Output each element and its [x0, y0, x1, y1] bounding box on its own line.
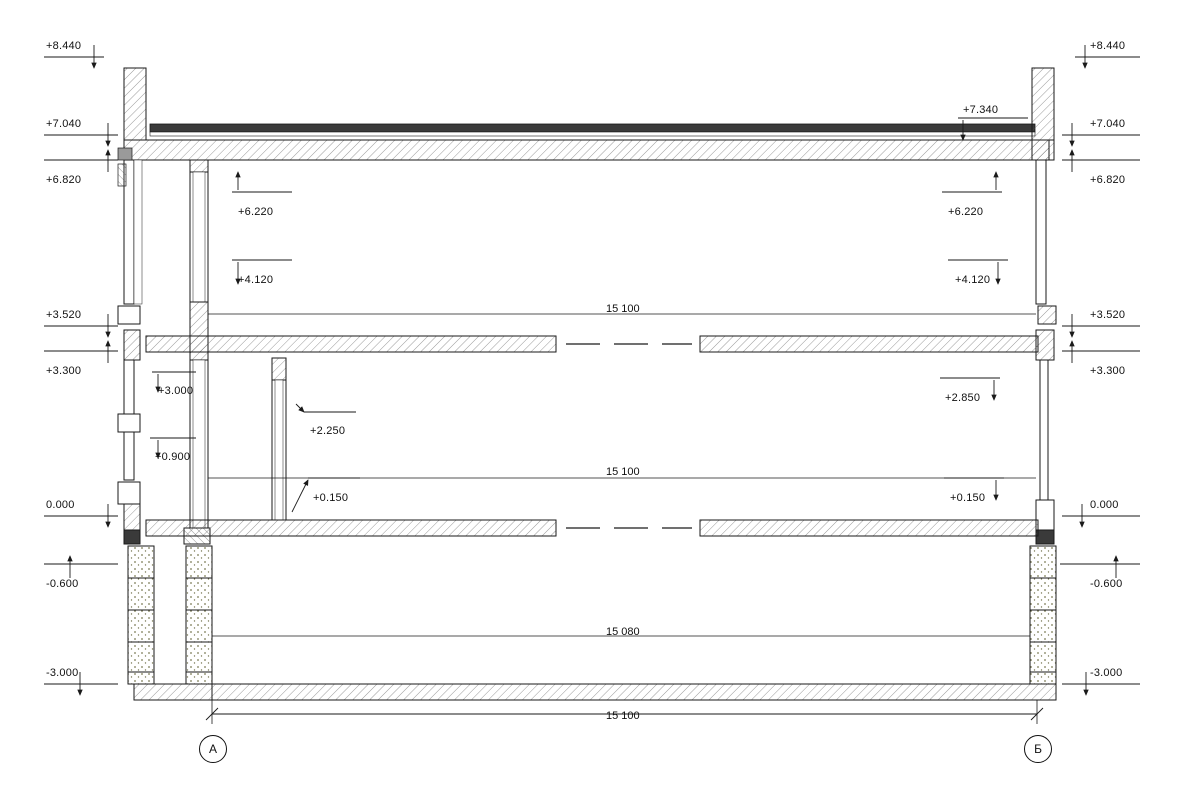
elevation-label-right: -0.600	[1090, 578, 1123, 590]
dimension-middle-floor: 15 100	[606, 466, 640, 478]
elevation-label-left: +6.820	[46, 174, 82, 186]
elevation-label-left: -3.000	[46, 667, 79, 679]
elevation-label-inner: +0.150	[950, 492, 986, 504]
dimension-overall: 15 100	[606, 710, 640, 722]
elevation-label-right: +7.040	[1090, 118, 1126, 130]
elevation-label-left: +3.300	[46, 365, 82, 377]
elevation-label-right: -3.000	[1090, 667, 1123, 679]
elevation-label-inner: +6.220	[948, 206, 984, 218]
wall-right-outer	[1032, 68, 1056, 544]
floor-slab-level-3300	[146, 336, 1038, 352]
elevation-label-right: +8.440	[1090, 40, 1126, 52]
elevation-label-left: +7.040	[46, 118, 82, 130]
elevation-label-inner: +2.250	[310, 425, 346, 437]
elevation-label-inner: +7.340	[963, 104, 999, 116]
elevation-label-inner: +0.900	[155, 451, 191, 463]
elevation-label-left: +3.520	[46, 309, 82, 321]
wall-left-outer	[118, 68, 146, 544]
axis-label: А	[208, 742, 217, 756]
dimension-upper-floor: 15 100	[606, 303, 640, 315]
roof-assembly	[124, 124, 1049, 160]
dimension-basement: 15 080	[606, 626, 640, 638]
elevation-label-right: +3.520	[1090, 309, 1126, 321]
elevation-label-inner: +0.150	[313, 492, 349, 504]
elevation-label-inner: +3.000	[158, 385, 194, 397]
elevation-label-left: -0.600	[46, 578, 79, 590]
axis-label: Б	[1034, 742, 1042, 756]
elevation-label-left: +8.440	[46, 40, 82, 52]
floor-slab-level-0000	[146, 520, 1038, 536]
elevation-label-inner: +4.120	[238, 274, 274, 286]
elevation-label-right: +6.820	[1090, 174, 1126, 186]
basement-structure	[128, 546, 1056, 700]
elevation-label-inner: +6.220	[238, 206, 274, 218]
elevation-label-right: 0.000	[1090, 499, 1119, 511]
axis-marker-b	[1024, 735, 1052, 763]
elevation-label-inner: +4.120	[955, 274, 991, 286]
axis-marker-a	[199, 735, 227, 763]
elevation-label-right: +3.300	[1090, 365, 1126, 377]
elevation-label-left: 0.000	[46, 499, 75, 511]
elevation-label-inner: +2.850	[945, 392, 981, 404]
partition-mid-left	[272, 358, 286, 520]
